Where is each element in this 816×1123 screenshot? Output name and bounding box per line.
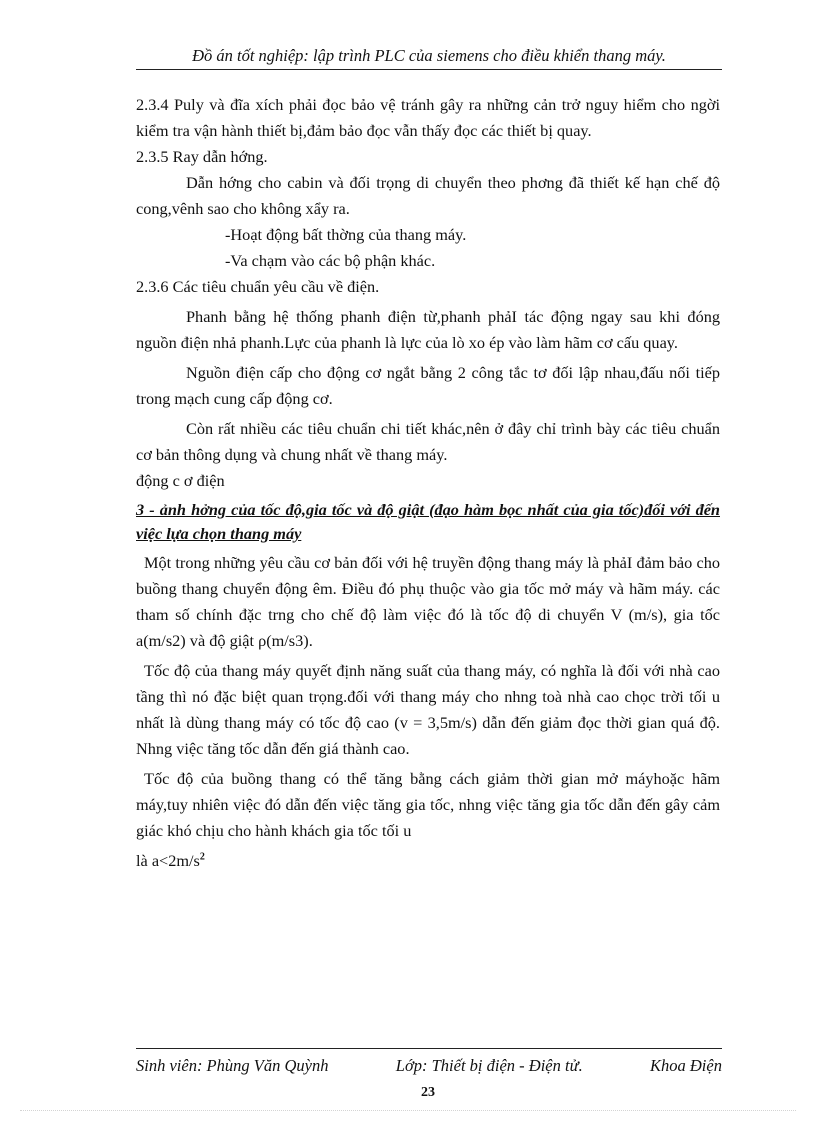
paragraph-toc-do: Tốc độ của thang máy quyết định năng suất của thang máy, có nghĩa là đối với nhà cao tầng thì nó đặc biệt quan trọng.đối với thang máy cho nhng toà nhà cao chọc trời tối u nhất là dùng thang máy có tốc độ cao (v = 3,5m/s) dẫn đến giảm đọc thời gian quá độ. Nhng việc tăng tốc dẫn đến giá thành cao. bbox=[136, 661, 720, 758]
heading-2-3-5: 2.3.5 Ray dẫn hớng. bbox=[136, 147, 268, 166]
paragraph-tieu-chuan: Còn rất nhiều các tiêu chuẩn chi tiết khác,nên ở đây chỉ trình bày các tiêu chuẩn cơ bản thông dụng và chung nhất về thang máy. bbox=[136, 419, 720, 464]
page-footer bbox=[136, 1048, 722, 1076]
page-header bbox=[136, 46, 722, 70]
paragraph-ray-dan-huong: Dẫn hớng cho cabin và đối trọng di chuyển theo phơng đã thiết kế hạn chế độ cong,vênh sao cho không xẩy ra. bbox=[136, 173, 720, 218]
section-3-heading: 3 - ảnh hởng của tốc độ,gia tốc và độ giật (đạo hàm bọc nhất của gia tốc)đối với đến việc lựa chọn thang máy bbox=[136, 500, 720, 543]
footer-class: Lớp: Thiết bị điện - Điện tử. bbox=[395, 1056, 583, 1075]
acceleration-limit: là a<2m/s bbox=[136, 851, 200, 870]
paragraph-yeu-cau: Một trong những yêu cầu cơ bản đối với hệ truyền động thang máy là phảI đảm bảo cho buồng thang chuyển động êm. Điều đó phụ thuộc vào gia tốc mở máy và hãm máy. các tham số chính đặc trng cho chế độ làm việc đó là tốc độ di chuyển V (m/s), gia tốc a(m/s2) và độ giật ρ(m/s3). bbox=[136, 553, 720, 650]
paragraph-gia-toc-limit bbox=[136, 848, 720, 874]
page-divider bbox=[20, 1110, 796, 1111]
heading-2-3-6: 2.3.6 Các tiêu chuẩn yêu cầu về điện. bbox=[136, 277, 380, 296]
page-content bbox=[136, 92, 720, 874]
stray-text: động c ơ điện bbox=[136, 471, 225, 490]
paragraph-gia-toc: Tốc độ của buồng thang có thể tăng bằng cách giảm thời gian mở máyhoặc hãm máy,tuy nhiên việc đó dẫn đến việc tăng gia tốc, nhng việc tăng gia tốc dẫn đến gây cảm giác khó chịu cho hành khách gia tốc tối u bbox=[136, 769, 720, 840]
footer-student: Sinh viên: Phùng Văn Quỳnh bbox=[136, 1056, 329, 1075]
list-item: -Hoạt động bất thờng của thang máy. bbox=[225, 225, 467, 244]
footer-faculty: Khoa Điện bbox=[650, 1056, 722, 1075]
header-title: Đồ án tốt nghiệp: lập trình PLC của siemens cho điều khiển thang máy. bbox=[192, 46, 666, 65]
paragraph-nguon-dien: Nguồn điện cấp cho động cơ ngắt bằng 2 công tắc tơ đối lập nhau,đấu nối tiếp trong mạch cung cấp động cơ. bbox=[136, 363, 720, 408]
list-item: -Va chạm vào các bộ phận khác. bbox=[225, 251, 436, 270]
page-number: 23 bbox=[421, 1085, 435, 1100]
paragraph-phanh: Phanh bằng hệ thống phanh điện từ,phanh phảI tác động ngay sau khi đóng nguồn điện nhả phanh.Lực của phanh là lực của lò xo ép vào làm hãm cơ cấu quay. bbox=[136, 307, 720, 352]
paragraph-puly: 2.3.4 Puly và đĩa xích phải đọc bảo vệ tránh gây ra những cản trở nguy hiểm cho ngời kiểm tra vận hành thiết bị,đảm bảo đọc vẫn thấy đọc các thiết bị quay. bbox=[136, 95, 720, 140]
exponent: 2 bbox=[199, 851, 205, 863]
